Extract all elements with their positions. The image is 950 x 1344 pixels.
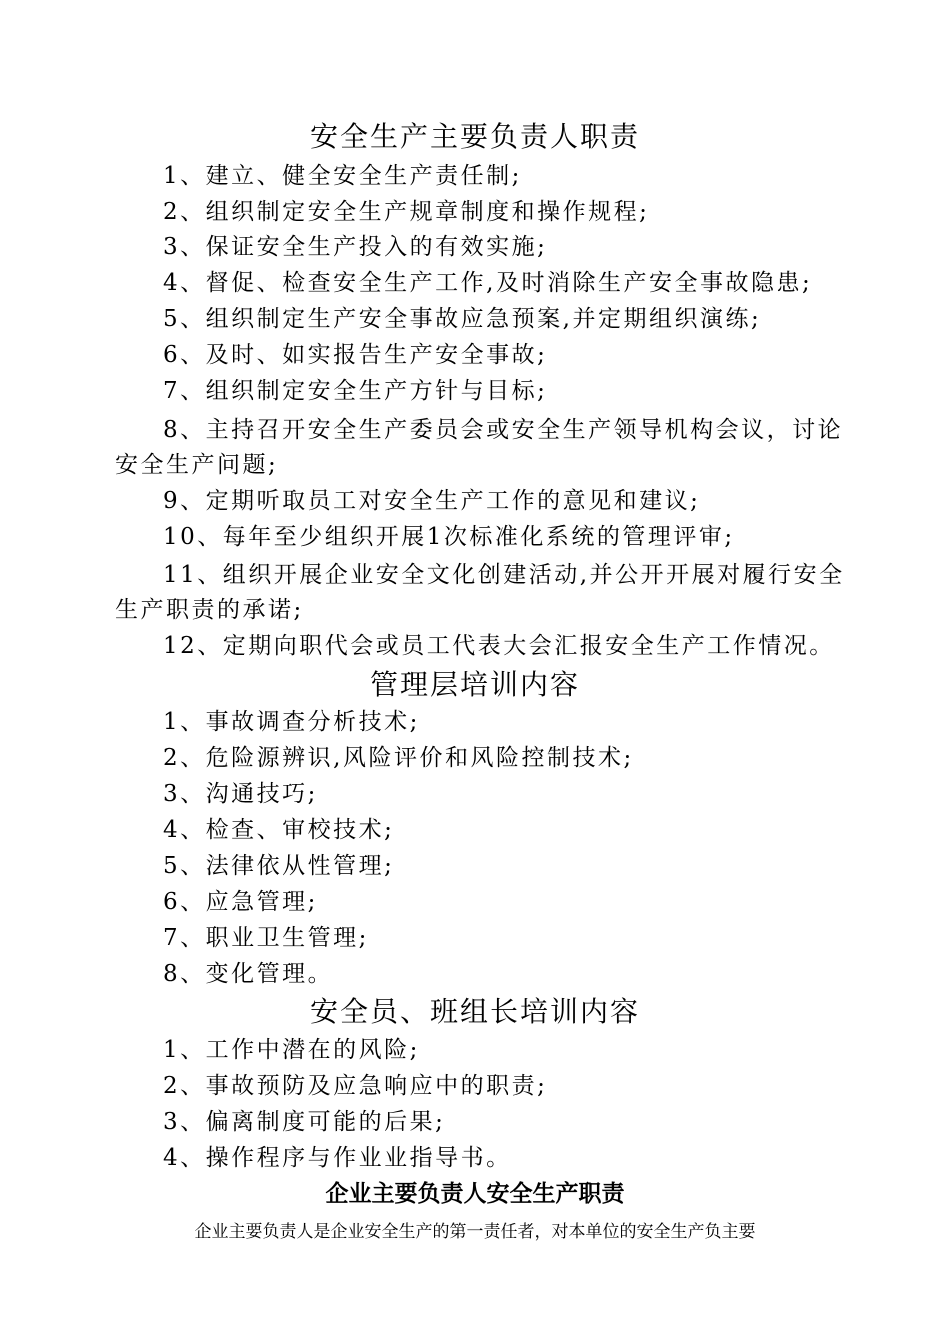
list-item: 1、建立、健全安全生产责任制; — [163, 163, 522, 189]
section-title-safety-officer-training: 安全员、班组长培训内容 — [309, 995, 640, 1028]
list-item: 4、检查、审校技术; — [163, 817, 395, 843]
list-item: 10、每年至少组织开展1次标准化系统的管理评审; — [163, 524, 735, 550]
list-item: 12、定期向职代会或员工代表大会汇报安全生产工作情况。 — [163, 633, 835, 659]
list-item: 3、保证安全生产投入的有效实施; — [163, 234, 548, 260]
list-item: 4、操作程序与作业业指导书。 — [163, 1145, 512, 1171]
section-title-principal-duties: 安全生产主要负责人职责 — [309, 120, 640, 153]
paragraph-text: 企业主要负责人是企业安全生产的第一责任者，对本单位的安全生产负主要 — [194, 1222, 756, 1242]
list-item-continuation: 生产职责的承诺; — [115, 597, 304, 623]
list-item: 5、组织制定生产安全事故应急预案,并定期组织演练; — [163, 306, 762, 332]
list-item: 2、危险源辨识,风险评价和风险控制技术; — [163, 745, 634, 771]
list-item: 1、事故调查分析技术; — [163, 709, 420, 735]
list-item: 3、偏离制度可能的后果; — [163, 1109, 446, 1135]
list-item: 5、法律依从性管理; — [163, 853, 395, 879]
list-item: 2、事故预防及应急响应中的职责; — [163, 1073, 548, 1099]
section-title-management-training: 管理层培训内容 — [369, 668, 580, 701]
list-item-continuation: 安全生产问题; — [115, 452, 279, 478]
list-item: 11、组织开展企业安全文化创建活动,并公开开展对履行安全 — [163, 562, 845, 588]
list-item: 7、职业卫生管理; — [163, 925, 369, 951]
list-item: 6、应急管理; — [163, 889, 318, 915]
list-item: 7、组织制定安全生产方针与目标; — [163, 378, 548, 404]
list-item: 4、督促、检查安全生产工作,及时消除生产安全事故隐患; — [163, 270, 813, 296]
list-item: 3、沟通技巧; — [163, 781, 318, 807]
list-item: 8、变化管理。 — [163, 961, 334, 987]
section-title-enterprise-responsibility: 企业主要负责人安全生产职责 — [325, 1181, 625, 1207]
list-item: 1、工作中潜在的风险; — [163, 1037, 420, 1063]
list-item: 8、主持召开安全生产委员会或安全生产领导机构会议，讨论 — [163, 417, 844, 443]
list-item: 6、及时、如实报告生产安全事故; — [163, 342, 548, 368]
list-item: 2、组织制定安全生产规章制度和操作规程; — [163, 199, 650, 225]
list-item: 9、定期听取员工对安全生产工作的意见和建议; — [163, 488, 701, 514]
